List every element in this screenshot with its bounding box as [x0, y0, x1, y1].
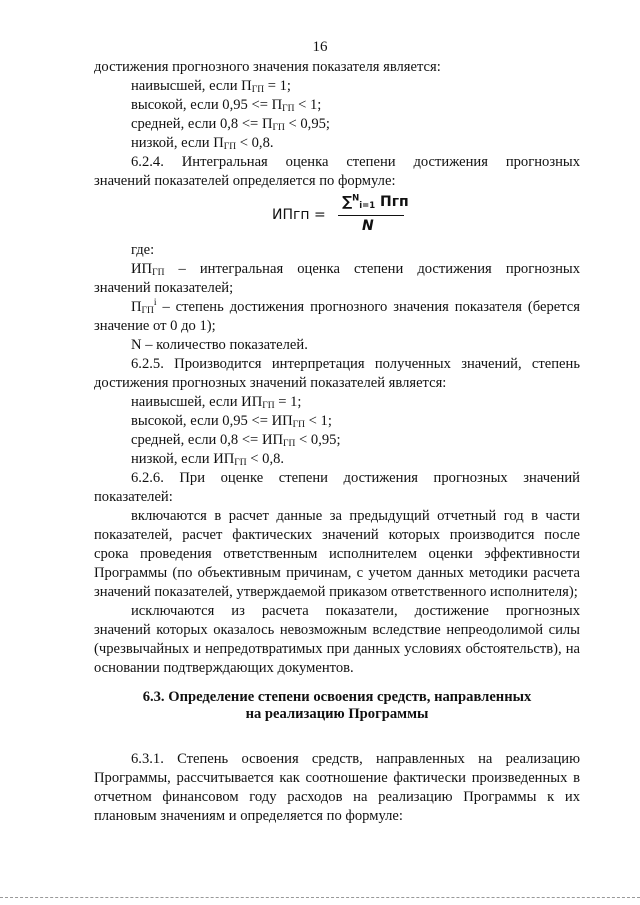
formula-fraction-bar [338, 215, 404, 216]
definition-integral-line2: значений показателей; [94, 280, 234, 296]
section-heading-line1: 6.3. Определение степени освоения средств, направленных [142, 689, 532, 705]
page-body [94, 58, 580, 826]
interpretation-medium: средней, если $0,8 <= ИП_{ГП} < 0,95$; [131, 432, 341, 449]
paragraph-6-3-1-rest: Программы, рассчитывается как соотношение фактически произведенных в отчетном финансовом году расходов на реализацию Программы к их плановым значениям и определяется по формуле: [94, 770, 580, 824]
bottom-scan-rule [0, 897, 640, 898]
definition-degree-line1: $П_{ГП}^i$ – степень достижения прогнозного значения показателя (берется [131, 298, 580, 316]
criterion-high: высокой, если $0,95 <= П_{ГП} < 1$; [131, 97, 322, 114]
paragraph-6-2-6-line2: показателей: [94, 489, 173, 505]
paragraph-6-3-1-line1: 6.3.1. Степень освоения средств, направленных на реализацию [131, 751, 580, 767]
definition-integral-line1: $ИП_{ГП}$ – интегральная оценка степени достижения прогнозных [131, 261, 580, 278]
interpretation-high: высокой, если $0,95 <= ИП_{ГП} < 1$; [131, 413, 332, 430]
section-heading-line2: на реализацию Программы [245, 706, 429, 722]
paragraph-6-2-4-line2: значений показателей определяется по формуле: [94, 173, 396, 189]
formula-denominator: N [362, 218, 374, 234]
included-line1: включаются в расчет данные за предыдущий отчетный год в части [131, 508, 580, 524]
page-number: 16 [312, 39, 328, 55]
formula-numerator: ∑$^N_{i=1}$ Пгп [342, 193, 409, 211]
criterion-medium: средней, если $0,8 <= П_{ГП} < 0,95$; [131, 116, 330, 133]
interpretation-low: низкой, если $ИП_{ГП} < 0,8$. [131, 451, 285, 468]
interpretation-highest: наивысшей, если $ИП_{ГП} = 1$; [131, 394, 302, 411]
paragraph-6-2-4-line1: 6.2.4. Интегральная оценка степени достижения прогнозных [131, 154, 580, 170]
definition-degree-line2: значение от 0 до 1); [94, 318, 216, 334]
excluded-line1: исключаются из расчета показатели, достижение прогнозных [131, 603, 580, 619]
paragraph-6-2-5-line2: достижения прогнозных значений показателей является: [94, 375, 447, 391]
where-label: где: [131, 242, 155, 258]
criterion-low: низкой, если $П_{ГП} < 0,8$. [131, 135, 274, 152]
definition-count: N – количество показателей. [131, 337, 308, 353]
paragraph-6-2-6-line1: 6.2.6. При оценке степени достижения прогнозных значений [131, 470, 580, 486]
formula-lhs: ИПгп = [272, 207, 326, 223]
intro-line: достижения прогнозного значения показателя является: [94, 59, 441, 75]
excluded-rest: значений которых оказалось невозможным вследствие непреодолимой силы (чрезвычайных и непредотвратимых при данных условиях обстоятельств), на основании подтверждающих документов. [94, 622, 580, 676]
criterion-highest: наивысшей, если $П_{ГП} = 1$; [131, 78, 291, 95]
integral-formula [94, 193, 580, 235]
paragraph-6-2-5-line1: 6.2.5. Производится интерпретация полученных значений, степень [131, 356, 580, 372]
section-heading-6-3 [94, 689, 580, 723]
included-rest: показателей, расчет фактических значений которых производится после срока проведения ответственным исполнителем оценки эффективности Программы (по объективным причинам, с учетом данных методики расчета значений показателей, утверждаемой приказом ответственного исполнителя); [94, 527, 580, 600]
